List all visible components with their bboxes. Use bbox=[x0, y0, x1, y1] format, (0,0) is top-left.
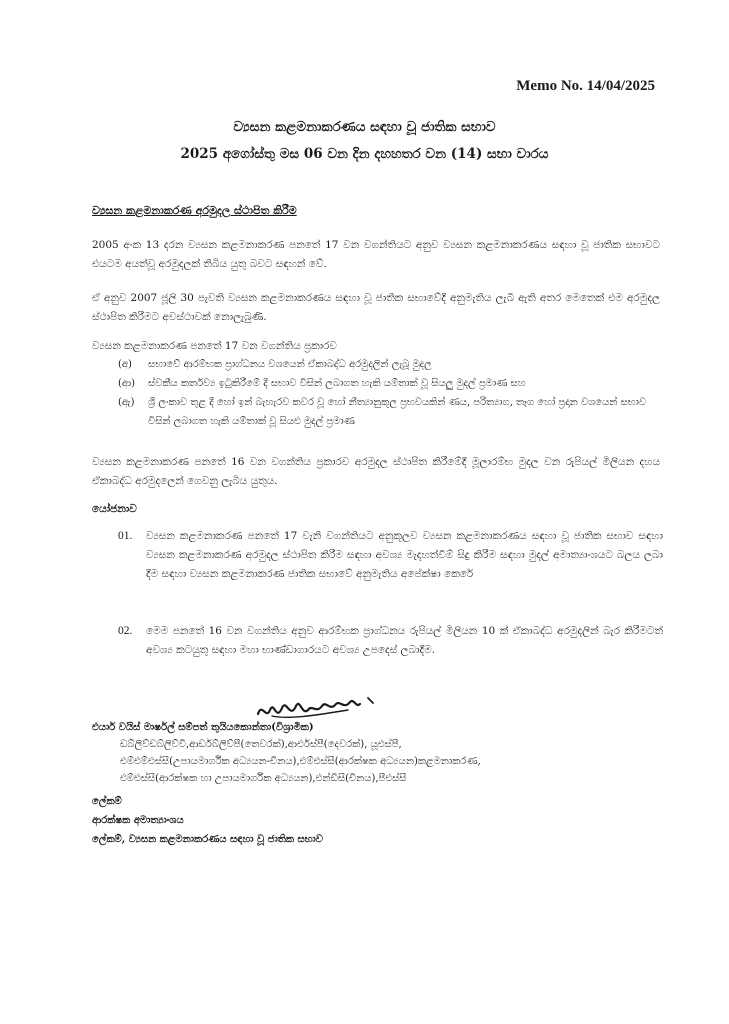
signatory-name: එයාර් වයිස් මාර්ෂල් සම්පත් තුයියකොන්තා(විශ්‍රාමික) bbox=[92, 722, 314, 733]
document-title: ව්‍යසන කළමනාකරණය සඳහා වූ ජාතික සභාව bbox=[233, 119, 496, 135]
signatory-qualifications-1: ඩබ්ලිව්ඩබ්ලිව්වී,ආර්ඩබ්ලිව්පී(තෙවරක්),ආර්එස්පී(දෙවරක්), යූඑස්පී, bbox=[120, 739, 402, 750]
section-heading: ව්‍යසන කළමනාකරණ අරමුදල ස්ථාපිත කිරීම bbox=[92, 204, 297, 217]
list-item bbox=[118, 374, 663, 393]
body-paragraph-4: ව්‍යසන කළමනාකරණ පනතේ 16 වන වගන්තිය ප්‍රකාරව අරමුදල ස්ථාපිත කිරීමේදී මූලාරම්භ මුදල වන රුපියල් මිලියන දහය ඒකාබද්ධ අරමුදලෙන් ගෙවනු ලැබිය යුතුය. bbox=[92, 456, 660, 487]
designation-line-3: ලේකම්, ව්‍යසන කළමනාකරණය සඳහා වූ ජාතික සභාව bbox=[92, 834, 323, 845]
memo-number: Memo No. 14/04/2025 bbox=[516, 78, 655, 94]
signatory-designation bbox=[92, 792, 672, 849]
list-item bbox=[118, 355, 663, 374]
body-paragraph-3: ව්‍යසන කළමනාකරණ පනතේ 17 වන වගන්තිය ප්‍රකාරව bbox=[92, 340, 337, 352]
designation-line-1: ලේකම් bbox=[92, 796, 122, 807]
body-paragraph-1: 2005 අංක 13 දරන ව්‍යසන කළමනාකරණ පනතේ 17 වන වගන්තියට අනුව ව්‍යසන කළමනාකරණය සඳහා වූ ජාතික සභාවට එයටම අයත්වූ අරමුදලක් තිබිය යුතු බවට සඳහන් වේ. bbox=[92, 239, 660, 270]
designation-line-2: ආරක්ෂක අමාත්‍යාංශය bbox=[92, 815, 184, 826]
proposal-number: 01. bbox=[118, 530, 133, 542]
proposal-item-1 bbox=[118, 527, 663, 584]
signatory-qualifications-3: එම්එස්සී(ආරක්ෂක හා උපායමාර්ගික අධ්‍යයන),එන්ඩීසී(චීනය),පීඑස්සී bbox=[120, 773, 407, 784]
list-item-text: ශ්‍රී ලංකාව තුළ දී හෝ ඉන් බැහැරව කවර වූ හෝ නීත්‍යානුකූල ප්‍රභවයකින් ණය, පරිත්‍යාග, තෑග හෝ ප්‍රදාන වශයෙන් සභාව විසින් ලබාගත හැකි යම්තාක් වූ සියළු මුදල් ප්‍රමාණ bbox=[148, 397, 647, 427]
signatory-block bbox=[92, 719, 672, 787]
proposal-heading: යෝජනාව bbox=[92, 503, 137, 515]
proposal-number: 02. bbox=[118, 625, 133, 637]
signatory-qualifications-2: එම්එම්එස්සී(උපායමාර්ගික අධ්‍යයන-චීනය),එම්එස්සී(ආරක්ෂක අධ්‍යයන)කළමනාකරණ, bbox=[120, 756, 481, 767]
body-paragraph-2: ඒ අනුව 2007 ජූලි 30 පැවති ව්‍යසන කළමනාකරණය සඳහා වූ ජාතික සභාවේදී අනුමැතිය ලැබී ඇති අතර මෙතෙක් එම අරමුදල ස්ථාපිත කිරීමට අවස්ථාවක් නොලැබුණි. bbox=[92, 292, 660, 323]
proposal-text: ව්‍යසන කළමනාකරණ පනතේ 17 වැනි වගන්තියට අනුකූලව ව්‍යසන කළමනාකරණය සඳහා වූ ජාතික සභාව සඳහා ව්‍යසන කළමනාකරණ අරමුදල ස්ථාපිත කිරීම සඳහා අවශ්‍ය මැදහත්වීම් සිදු කිරීම සඳහා මුදල් අමාත්‍යාංශයට බලය ලබා දීම සඳහා ව්‍යසන කළමනාකරණ ජාතික සභාවේ අනුමැතිය අපේක්ෂා කෙරේ bbox=[146, 530, 663, 580]
list-item-text: සභාවේ ආරම්භක ප්‍රාග්ධනය වශයෙන් ඒකාබද්ධ අරමුදලින් ලැබූ මුදල bbox=[148, 359, 432, 370]
list-item-label: (ආ) bbox=[118, 378, 136, 389]
proposal-text: මෙම පනතේ 16 වන වගන්තිය අනුව ආරම්භක ප්‍රාග්ධනය රුපියල් මිලියන 10 ක් ඒකාබද්ධ අරමුදලින් බැර කිරීමටත් අවශ්‍ය කටයුතු සඳහා මහා භාණ්ඩාගාරයට අවශ්‍ය උපදෙස් ලබාදීම. bbox=[146, 625, 663, 656]
proposal-item-2 bbox=[118, 622, 663, 660]
list-item-label: (අ) bbox=[118, 359, 132, 370]
list-item bbox=[118, 393, 663, 431]
fund-sources-list bbox=[118, 355, 663, 431]
list-item-text: ස්වකීය කර්තව්‍ය ඉටුකිරීමේ දී සභාව විසින් ලබාගත හැකි යම්තාක් වූ සියලු මුදල් ප්‍රමාණ සහ bbox=[148, 378, 526, 389]
document-subtitle: 2025 අගෝස්තු මස 06 වන දින දහහතර වන (14) සභා වාරය bbox=[180, 146, 549, 162]
list-item-label: (ඇ) bbox=[118, 397, 135, 408]
